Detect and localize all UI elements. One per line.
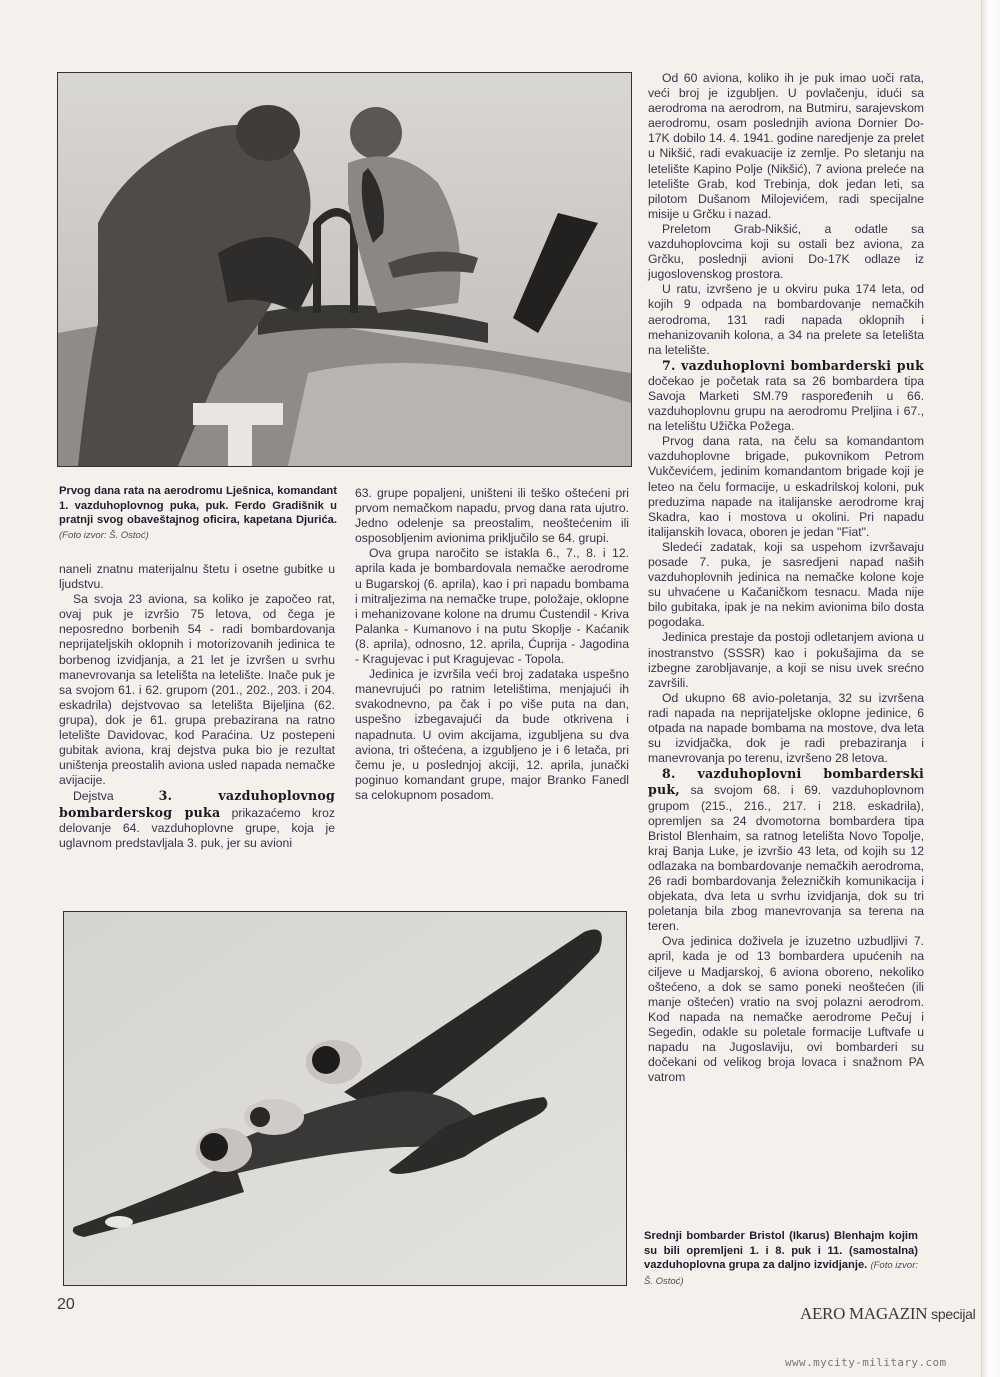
paragraph-lead: Dejstva (73, 789, 114, 804)
magazine-edition: specijal (931, 1306, 976, 1322)
section-heading-7th-regiment: 7. vazduhoplovni bombarderski puk (662, 357, 924, 373)
paragraph: Sa svoja 23 aviona, sa koliko je započeo rat, ovaj puk je izvršio 75 letova, od čega je neposredno borbenih 54 - radi bombardovanja neprijateljskih oklopnih i motorizovanih jedinica te borbenog izvidjanja, a 21 let je izvršen u svrhu manevrovanja sa letelišta na letelište. Inače puk je sa svojom 61. i 62. grupom (201., 202., 203. i 204. eskadrila) dejstvovao sa letelišta Bijeljina (62. grupa), dok je 61. grupa prebazirana na ratno letelište Davidovac, kod Paraćina. Uz postepeni gubitak aviona, kraj dejstva puka bio je rezultat uništenja preostalih aviona usled napada nemačke avijacije. (59, 592, 335, 788)
photo-bottom-bomber (63, 911, 627, 1286)
section-heading-3rd-regiment: 3. vazduhoplovnog bombarderskog puka (59, 788, 335, 820)
caption-top-text: Prvog dana rata na aerodromu Lješnica, komandant 1. vazduhoplovnog puka, puk. Ferdo Gradišnik u pratnji svog obaveštajnog oficira, kapetana Djurića. (59, 485, 337, 527)
magazine-title: AERO MAGAZIN (800, 1304, 928, 1323)
caption-top-credit: (Foto izvor: Š. Ostoć) (59, 529, 149, 541)
paragraph: Jedinica je izvršila veći broj zadataka uspešno manevrujući po ratnim letelištima, menjajući ih svakodnevno, pa čak i po više puta na dan, uspešno izbegavajući da bude otkrivena i napadnuta. U ovim akcijama, izgubljena su dva aviona, tri oštećena, a izgubljeno je i 6 letača, pri čemu je, u poslednjoj akciji, 12. aprila, junački poginuo komandant grupe, major Branko Fanedl sa celokupnom posadom. (355, 667, 629, 802)
page-number: 20 (57, 1296, 75, 1313)
paragraph: U ratu, izvršeno je u okviru puka 174 leta, od kojih 9 odpada na bombardovanje nemačkih aerodroma, 131 radi napada oklopnih i mehanizovanih kolona, a 34 na prelete sa letelišta na letelište. (648, 282, 924, 357)
watermark: www.mycity-military.com (785, 1356, 947, 1369)
paragraph-body: dočekao je početak rata sa 26 bombardera tipa Savoja Marketi SM.79 raspoređenih u 66. vazduhoplovnu grupu na aerodromu Preljina i 67., na letelištu Užička Požega. (648, 373, 924, 434)
photo-pilots-in-cockpit-icon (58, 73, 631, 466)
paragraph: naneli znatnu materijalnu štetu i osetne gubitke u ljudstvu. (59, 562, 335, 592)
caption-top-photo (59, 484, 337, 543)
photo-top-pilots (57, 72, 632, 467)
paragraph: Sledeći zadatak, koji sa uspehom izvršavaju posade 7. puka, je sasredjeni napad naših vazduhoplovnih jedinica na nemačke kolone koje su uhvaćene u Kačaničkom tesnacu. Mada nije bilo gubitaka, ipak je na nekim avionima bilo dosta pogodaka. (648, 539, 924, 630)
paragraph (648, 766, 924, 934)
section-heading-8th-regiment: 8. vazduhoplovni bombarderski puk, (648, 766, 924, 798)
article-column-2 (355, 486, 629, 803)
caption-bottom-photo (644, 1229, 918, 1289)
magazine-name (800, 1304, 975, 1324)
paragraph: Jedinica prestaje da postoji odletanjem aviona u inostranstvo (SSSR) kao i pokušajima da se izbegne zarobljavanje, a koji se nisu uvek srećno završili. (648, 630, 924, 690)
paragraph: Ova jedinica doživela je izuzetno uzbudljivi 7. april, kada je od 13 bombardera upućenih na ciljeve u Madjarskoj, 6 aviona oboreno, nekoliko oštećeno, a dok se samo poneki neoštećen (ili manje oštećen) vratio na svoj polazni aerodrom. Kod napada na nemačke aerodrome Pečuj i Segedin, odakle su poletale formacije Luftvafe u napadu na Jugoslaviju, ovi bombarderi su dočekani od velikog broja lovaca i snažnom PA vatrom (648, 934, 924, 1085)
paragraph: Od ukupno 68 avio-poletanja, 32 su izvršena radi napada na neprijateljske oklopne jedinice, 6 otpada na napade bombama na mostove, dva leta su izvidjačka, dok je radi prebaziranja i manevrovanja po terenu, izvršeno 28 letova. (648, 690, 924, 766)
paragraph (59, 788, 335, 850)
article-column-1 (59, 562, 335, 851)
paragraph-body: sa svojom 68. i 69. vazduhoplovnom grupom (215., 216., 217. i 218. eskadrila), opremljen sa 24 dvomotorna bombardera tipa Bristol Blenhaim, sa ratnog letelišta Novo Topolje, kraj Banja Luke, je izvršio 43 leta, od kojih su 12 odlazaka na bombardovanje nemačkih aerodroma, 26 radi bombardovanja železničkih komunikacija i objekata, dva leta u svrhu izvidjanja, dok su tri poletanja bila zbog manevrovanja sa terena na teren. (648, 783, 924, 934)
paragraph: Prvog dana rata, na čelu sa komandantom vazduhoplovne brigade, pukovnikom Petrom Vukčevićem, jedinim komandantom brigade koji je leteo na čelu formacije, u eskadrilskoj koloni, puk preduzima napade na italijanske aerodrome kraj Skadra, kao i mostova u okolini. Pri napadu italijanskih lovaca, oboren je jedan "Fiat". (648, 434, 924, 539)
paragraph: Preletom Grab-Nikšić, a odatle sa vazduhoplovcima koji su ostali bez aviona, za Grčku, poslednji avioni Do-17K odlaze iz jugoslovenskog prostora. (648, 221, 924, 282)
caption-bottom-text: Srednji bombarder Bristol (Ikarus) Blenhajm kojim su bili opremljeni 1. i 8. puk i 11. (samostalna) vazduhoplovna grupa za daljno izvidjanje. (644, 1230, 918, 1272)
caption-bottom-credit: (Foto izvor: Š. Ostoć) (644, 1260, 918, 1287)
article-column-3 (648, 71, 924, 1085)
paragraph: Od 60 aviona, koliko ih je puk imao uoči rata, veći broj je izgubljen. U povlačenju, idući sa aerodroma na aerodrom, na Butmiru, sarajevskom aerodromu, osam poslednjih aviona Dornier Do-17K dobilo 14. 4. 1941. godine naredjenje za prelet u Nikšić, radi evakuacije iz zemlje. Po sletanju na letelište Kapino Polje (Nikšić), 7 aviona preleće na letelište Grab, kod Trebinja, dok jedan leti, sa pilotom Dušanom Milojevićem, radi specijalne misije u Grčku i nazad. (648, 71, 924, 221)
paragraph (648, 358, 924, 434)
photo-bristol-blenheim-bomber-icon (64, 912, 626, 1285)
paragraph: 63. grupe popaljeni, uništeni ili teško oštećeni pri prvom nemačkom napadu, prvog dana rata ujutro. Jedno odelenje sa preostalim, neoštećenim ili osposobljenim avionima priključilo se 64. grupi. (355, 486, 629, 546)
paragraph: Ova grupa naročito se istakla 6., 7., 8. i 12. aprila kada je bombardovala nemačke aerodrome u Bugarskoj (6. aprila), kao i pri napadu bombama i mitraljezima na nemačke trupe, položaje, oklopne i mehanizovane kolone na drumu Ćustendil - Kriva Palanka - Kumanovo i na putu Skoplje - Kaćanik (8. aprila), odnosno, 12. aprila, Ćuprija - Jagodina - Kragujevac i put Kragujevac - Topola. (355, 546, 629, 667)
paragraph-body: prikazaćemo kroz delovanje 64. vazduhoplovne grupe, koja je uglavnom predstavljala 3. puk, jer su avioni (59, 805, 335, 850)
page-edge (981, 0, 1000, 1377)
